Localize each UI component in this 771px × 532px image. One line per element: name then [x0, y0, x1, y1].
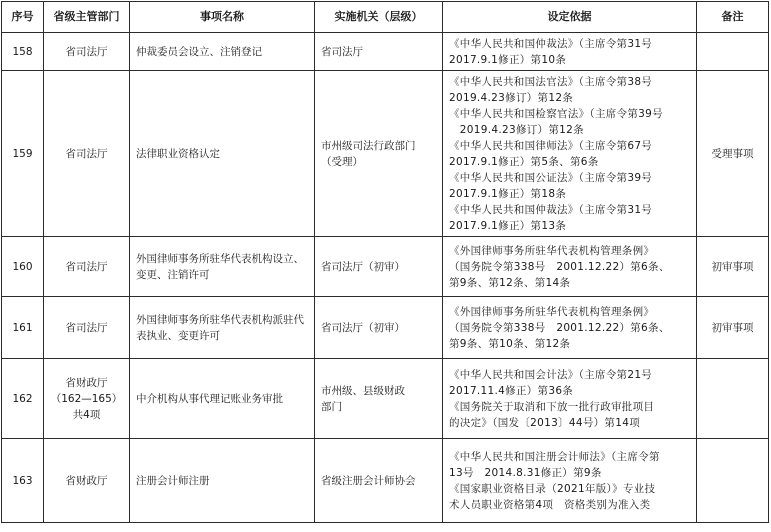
row-dept: [44, 237, 130, 297]
table-row: [2, 33, 769, 71]
basis-line: 《中华人民共和国法官法》（主席令第38号: [449, 75, 653, 88]
basis-line: 《国家职业资格目录（2021年版）》专业技: [449, 482, 656, 495]
row-org: [315, 237, 443, 297]
basis-line: 《国务院关于取消和下放一批行政审批项目: [449, 400, 655, 413]
row-org: [315, 297, 443, 359]
row-basis: [443, 237, 697, 297]
dept-line: （162—165）: [50, 392, 123, 405]
table-row: [2, 439, 769, 523]
header-org: 实施机关（层级）: [315, 2, 443, 33]
row-no: 162: [2, 359, 44, 439]
row-org: [315, 439, 443, 523]
dept-line: 省司法厅: [65, 147, 108, 160]
table-row: [2, 359, 769, 439]
row-org: [315, 71, 443, 237]
items-table: [1, 1, 769, 523]
row-note: 初审事项: [697, 297, 769, 359]
dept-line: 省财政厅: [65, 376, 108, 389]
row-no: 161: [2, 297, 44, 359]
table-row: [2, 71, 769, 237]
row-org: [315, 359, 443, 439]
basis-line: 《外国律师事务所驻华代表机构管理条例》: [449, 305, 655, 318]
row-no: 160: [2, 237, 44, 297]
row-name: 中介机构从事代理记账业务审批: [130, 359, 315, 439]
row-note: 受理事项: [697, 71, 769, 237]
row-dept: [44, 71, 130, 237]
row-note: [697, 439, 769, 523]
basis-line: 《中华人民共和国会计法》（主席令第21号: [449, 368, 653, 381]
org-line: 市州级、县级财政: [321, 384, 405, 397]
row-dept: [44, 33, 130, 71]
header-note: 备注: [697, 2, 769, 33]
basis-line: 2017.9.1修正）第13条: [449, 219, 567, 232]
basis-line: 13号 2014.8.31修正）第9条: [449, 466, 602, 479]
header-basis: 设定依据: [443, 2, 697, 33]
basis-line: （国务院令第338号 2001.12.22）第6条、: [449, 260, 670, 273]
basis-line: 2019.4.23修订）第12条: [449, 123, 584, 136]
basis-line: 《中华人民共和国检察官法》（主席令第39号: [449, 107, 663, 120]
basis-line: 2017.11.4修正）第36条: [449, 384, 574, 397]
row-name: 外国律师事务所驻华代表机构派驻代表执业、变更许可: [130, 297, 315, 359]
header-no: 序号: [2, 2, 44, 33]
dept-line: 省财政厅: [65, 474, 108, 487]
basis-line: 2017.9.1修正）第18条: [449, 187, 567, 200]
row-note: 初审事项: [697, 237, 769, 297]
basis-line: 《中华人民共和国仲裁法》（主席令第31号: [449, 37, 653, 50]
table-row: [2, 237, 769, 297]
header-name: 事项名称: [130, 2, 315, 33]
basis-line: 术人员职业资格第4项 资格类别为准入类: [449, 498, 651, 511]
basis-line: （国务院令第338号 2001.12.22）第6条、: [449, 321, 670, 334]
row-dept: [44, 359, 130, 439]
row-note: [697, 33, 769, 71]
row-dept: [44, 439, 130, 523]
row-no: 158: [2, 33, 44, 71]
row-basis: [443, 359, 697, 439]
row-basis: [443, 439, 697, 523]
row-basis: [443, 71, 697, 237]
org-line: 市州级司法行政部门: [321, 139, 416, 152]
dept-line: 省司法厅: [65, 45, 108, 58]
basis-line: 2019.4.23修订）第12条: [449, 91, 574, 104]
row-no: 159: [2, 71, 44, 237]
basis-line: 《外国律师事务所驻华代表机构管理条例》: [449, 244, 655, 257]
basis-line: 《中华人民共和国仲裁法》（主席令第31号: [449, 203, 653, 216]
org-line: 省级注册会计师协会: [321, 474, 416, 487]
org-line: 部门: [321, 400, 342, 413]
header-row: [2, 2, 769, 33]
dept-line: 省司法厅: [65, 260, 108, 273]
org-line: 省司法厅（初审）: [321, 260, 405, 273]
basis-line: 2017.9.1修正）第10条: [449, 53, 567, 66]
row-dept: [44, 297, 130, 359]
row-name: 外国律师事务所驻华代表机构设立、变更、注销许可: [130, 237, 315, 297]
basis-line: 《中华人民共和国注册会计师法》（主席令第: [449, 450, 660, 463]
dept-line: 省司法厅: [65, 321, 108, 334]
row-name: 法律职业资格认定: [130, 71, 315, 237]
dept-line: 共4项: [72, 408, 101, 421]
basis-line: 第9条、第10条、第12条: [449, 337, 571, 350]
row-name: 仲裁委员会设立、注销登记: [130, 33, 315, 71]
org-line: 省司法厅（初审）: [321, 321, 405, 334]
row-basis: [443, 297, 697, 359]
row-basis: [443, 33, 697, 71]
basis-line: 的决定》（国发〔2013〕44号）第14项: [449, 416, 640, 429]
basis-line: 第9条、第12条、第14条: [449, 276, 571, 289]
basis-line: 《中华人民共和国公证法》（主席令第39号: [449, 171, 653, 184]
org-line: （受理）: [321, 155, 363, 168]
header-dept: 省级主管部门: [44, 2, 130, 33]
basis-line: 《中华人民共和国律师法》（主席令第67号: [449, 139, 653, 152]
table-row: [2, 297, 769, 359]
row-note: [697, 359, 769, 439]
row-name: 注册会计师注册: [130, 439, 315, 523]
row-org: [315, 33, 443, 71]
row-no: 163: [2, 439, 44, 523]
org-line: 省司法厅: [321, 45, 363, 58]
basis-line: 2017.9.1修正）第5条、第6条: [449, 155, 599, 168]
